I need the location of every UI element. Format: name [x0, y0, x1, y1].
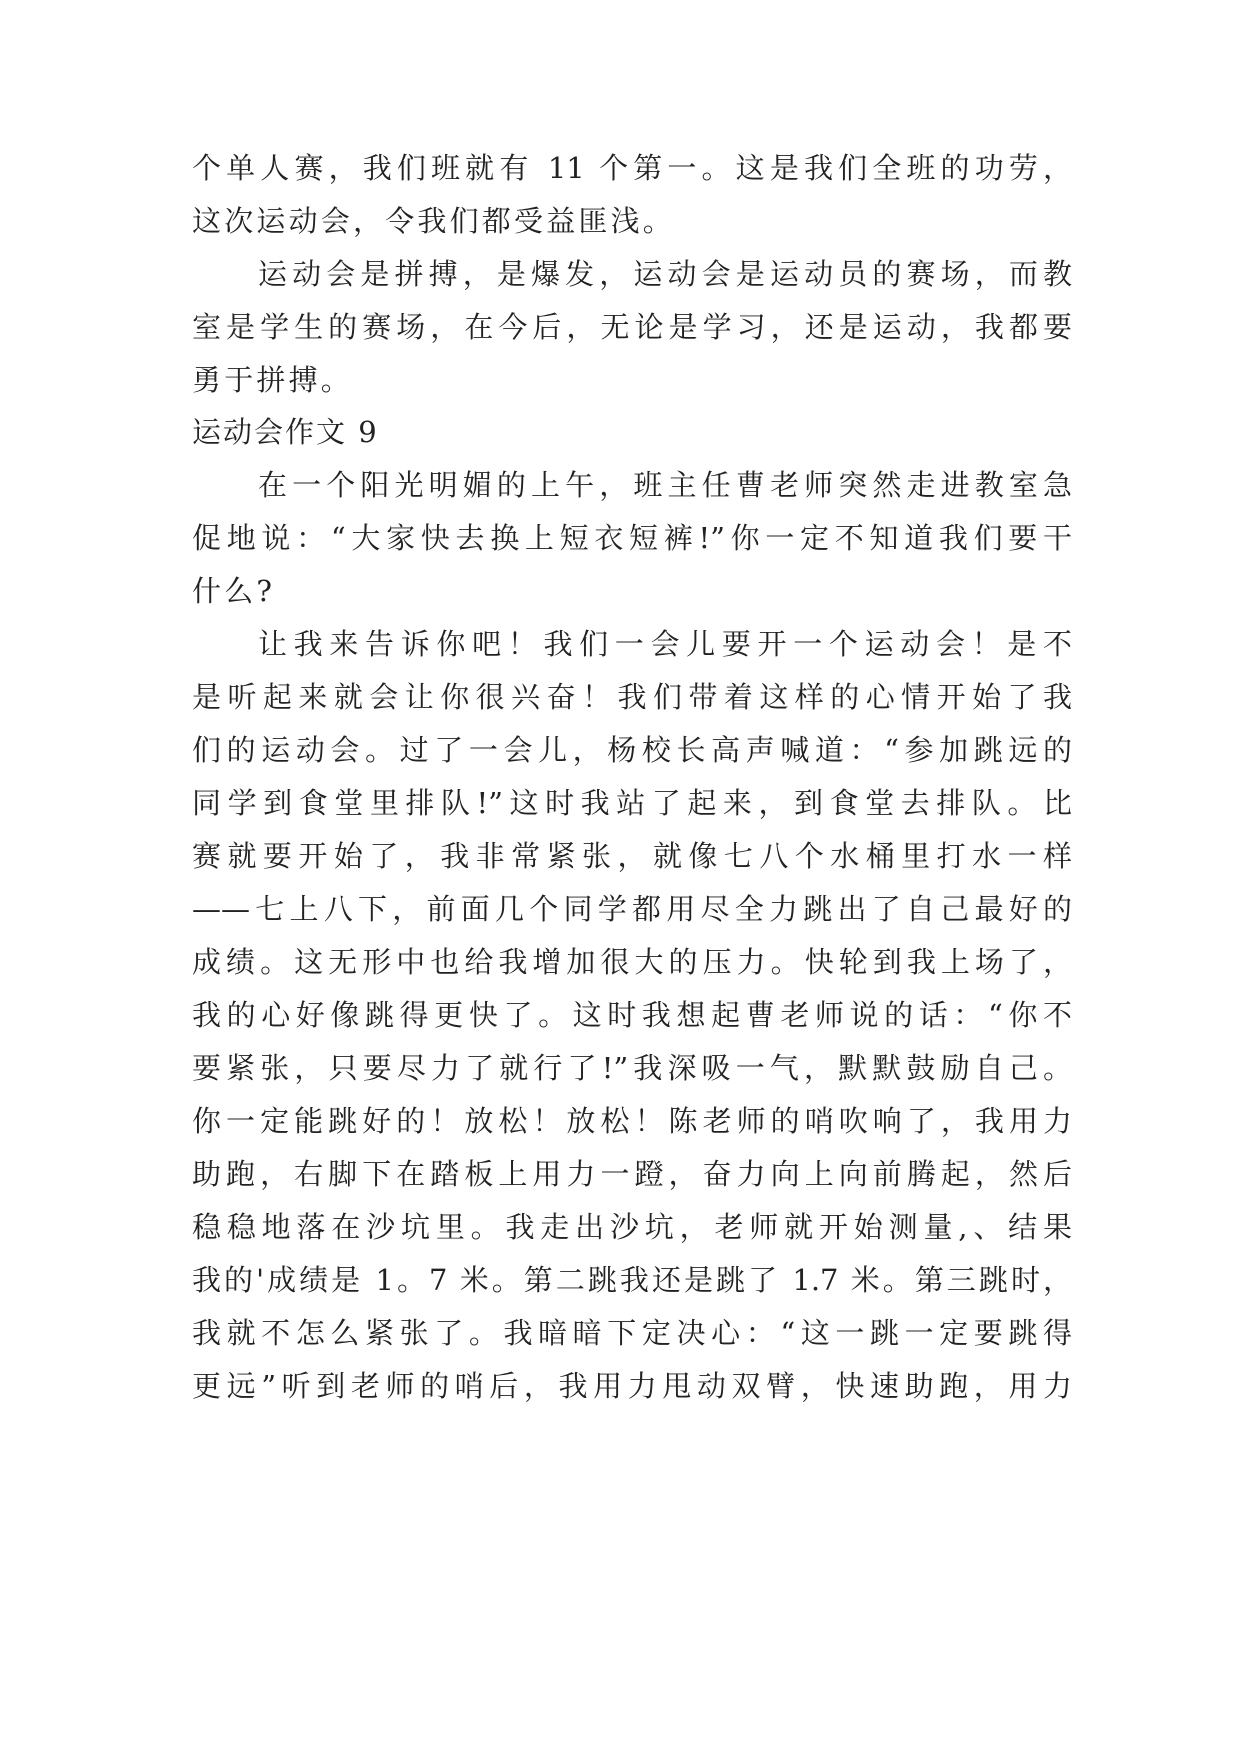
- body-text-line: 勇于拼搏。: [192, 363, 354, 397]
- body-text-line: 我的心好像跳得更快了。这时我想起曹老师说的话：“你不: [192, 998, 1072, 1032]
- body-text-line: 成绩。这无形中也给我增加很大的压力。快轮到我上场了，: [192, 945, 1072, 979]
- body-text-line: 我就不怎么紧张了。我暗暗下定决心：“这一跳一定要跳得: [192, 1316, 1072, 1350]
- paragraph-first-line: 让我来告诉你吧！我们一会儿要开一个运动会！是不: [258, 627, 1072, 661]
- paragraph-first-line: 在一个阳光明媚的上午，班主任曹老师突然走进教室急: [258, 468, 1072, 502]
- body-text-line: 促地说：“大家快去换上短衣短裤!”你一定不知道我们要干: [192, 521, 1072, 555]
- body-text-line: 更远”听到老师的哨后，我用力甩动双臂，快速助跑，用力: [192, 1369, 1072, 1403]
- section-heading: 运动会作文 9: [192, 415, 379, 449]
- body-text-line: 要紧张，只要尽力了就行了!”我深吸一气，默默鼓励自己。: [192, 1051, 1072, 1085]
- body-text-line: 这次运动会，令我们都受益匪浅。: [192, 204, 676, 238]
- body-text-line: 室是学生的赛场，在今后，无论是学习，还是运动，我都要: [192, 310, 1072, 344]
- paragraph-first-line: 运动会是拼搏，是爆发，运动会是运动员的赛场，而教: [258, 257, 1072, 291]
- body-text-line: ——七上八下，前面几个同学都用尽全力跳出了自己最好的: [192, 892, 1072, 926]
- body-text-line: 什么?: [192, 574, 276, 608]
- body-text-line: 个单人赛，我们班就有 11 个第一。这是我们全班的功劳，: [192, 151, 1072, 185]
- body-text-line: 我的'成绩是 1。7 米。第二跳我还是跳了 1.7 米。第三跳时，: [192, 1263, 1072, 1297]
- body-text-line: 赛就要开始了，我非常紧张，就像七八个水桶里打水一样: [192, 839, 1072, 873]
- body-text-line: 你一定能跳好的！放松！放松！陈老师的哨吹响了，我用力: [192, 1104, 1072, 1138]
- body-text-line: 稳稳地落在沙坑里。我走出沙坑，老师就开始测量,、结果: [192, 1210, 1072, 1244]
- body-text-line: 是听起来就会让你很兴奋！我们带着这样的心情开始了我: [192, 680, 1072, 714]
- body-text-line: 同学到食堂里排队!”这时我站了起来，到食堂去排队。比: [192, 786, 1072, 820]
- body-text-line: 助跑，右脚下在踏板上用力一蹬，奋力向上向前腾起，然后: [192, 1157, 1072, 1191]
- body-text-line: 们的运动会。过了一会儿，杨校长高声喊道：“参加跳远的: [192, 733, 1072, 767]
